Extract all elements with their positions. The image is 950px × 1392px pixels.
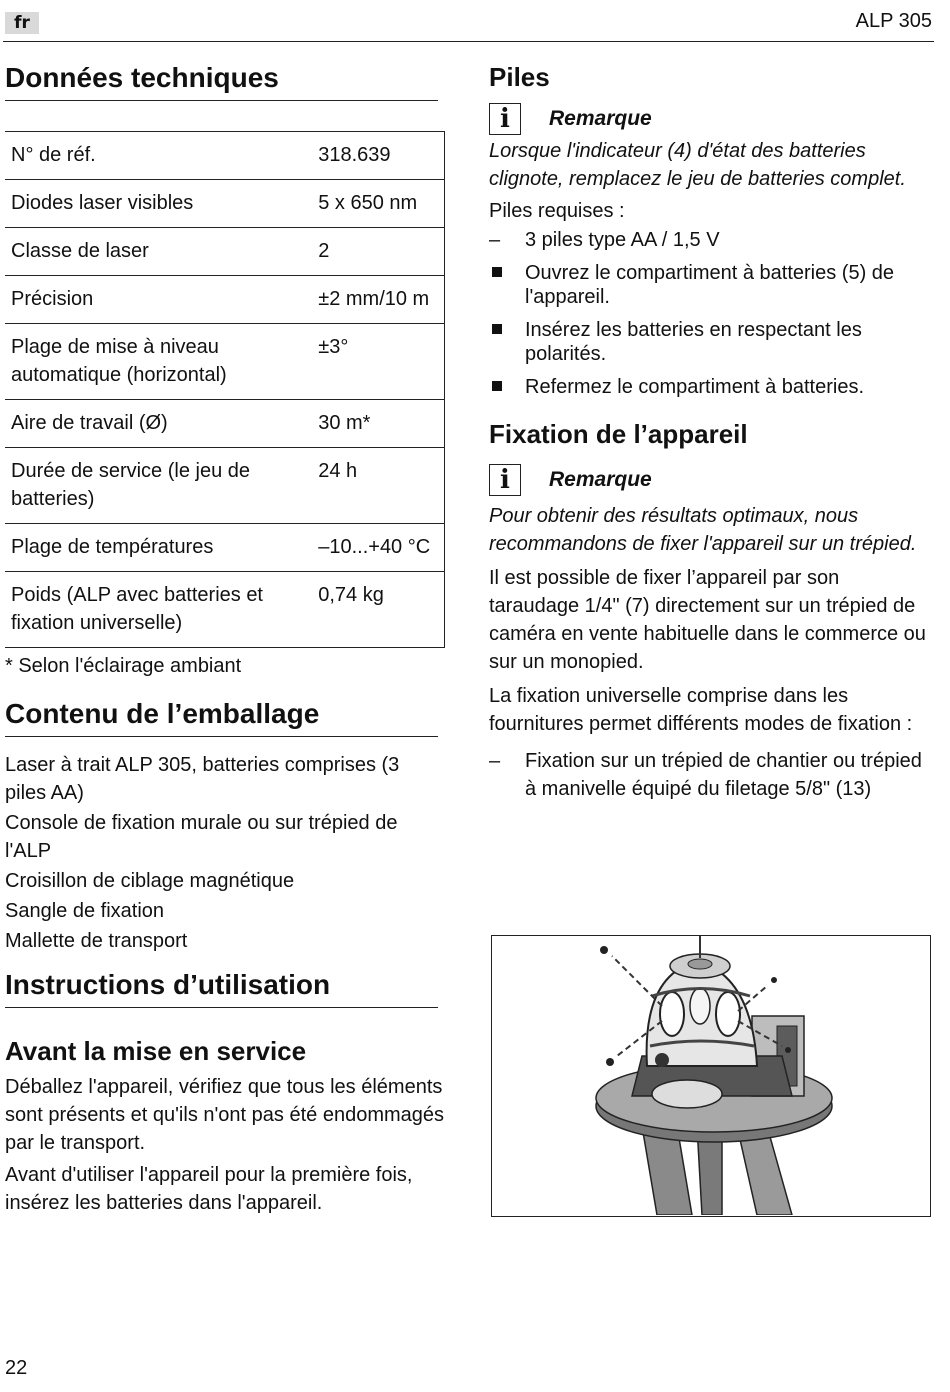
spec-value: 5 x 650 nm <box>310 180 444 228</box>
note-header <box>489 103 934 135</box>
before-use-heading: Avant la mise en service <box>5 1036 307 1066</box>
tripod-illustration <box>491 935 931 1217</box>
spec-key: Durée de service (le jeu de batteries) <box>5 448 310 524</box>
list-item: Mallette de transport <box>5 930 188 952</box>
note-header <box>489 464 934 496</box>
list-item: Croisillon de ciblage magnétique <box>5 870 295 892</box>
spec-key: Classe de laser <box>5 228 310 276</box>
spec-value: 318.639 <box>310 132 444 180</box>
table-row <box>5 524 445 572</box>
header-rule <box>3 41 934 42</box>
spec-key: Aire de travail (Ø) <box>5 400 310 448</box>
info-icon: i <box>489 464 521 496</box>
spec-key: Poids (ALP avec batteries et fixation universelle) <box>5 572 310 648</box>
note-label: Remarque <box>549 468 652 491</box>
table-row <box>5 572 445 648</box>
spec-value: 0,74 kg <box>310 572 444 648</box>
list-item: Laser à trait ALP 305, batteries comprises (3 piles AA) <box>5 754 400 804</box>
batteries-note: Lorsque l'indicateur (4) d'état des batteries clignote, remplacez le jeu de batteries complet. <box>489 140 906 190</box>
table-row <box>5 448 445 524</box>
spec-table <box>5 131 445 648</box>
list-item: Console de fixation murale ou sur trépied de l'ALP <box>5 812 398 862</box>
before-use-text-2: Avant d'utiliser l'appareil pour la première fois, insérez les batteries dans l'appareil. <box>5 1164 413 1214</box>
table-row <box>5 228 445 276</box>
batteries-required: Piles requises : <box>489 200 625 222</box>
spec-key: Plage de mise à niveau automatique (horizontal) <box>5 324 310 400</box>
fixing-note: Pour obtenir des résultats optimaux, nous recommandons de fixer l'appareil sur un trépied. <box>489 505 917 555</box>
info-icon: i <box>489 103 521 135</box>
list-item: – 3 piles type AA / 1,5 V <box>489 228 934 252</box>
table-row <box>5 324 445 400</box>
spec-value: 24 h <box>310 448 444 524</box>
instructions-heading: Instructions d’utilisation <box>5 965 438 1008</box>
table-row <box>5 132 445 180</box>
fixing-text-2: La fixation universelle comprise dans les fournitures permet différents modes de fixation : <box>489 685 913 735</box>
footnote: * Selon l'éclairage ambiant <box>5 655 242 677</box>
table-row <box>5 180 445 228</box>
language-badge: fr <box>5 12 39 34</box>
laser-on-tripod-icon <box>492 936 929 1215</box>
contents-list <box>5 751 445 955</box>
spec-key: Diodes laser visibles <box>5 180 310 228</box>
list-item: – Fixation sur un trépied de chantier ou trépied à manivelle équipé du filetage 5/8" (13) <box>489 747 934 803</box>
model-name: ALP 305 <box>855 10 932 32</box>
table-row <box>5 276 445 324</box>
fixing-heading: Fixation de l’appareil <box>489 419 748 449</box>
list-item: Refermez le compartiment à batteries. <box>489 375 934 399</box>
spec-key: Plage de températures <box>5 524 310 572</box>
spec-value: ±2 mm/10 m <box>310 276 444 324</box>
before-use-text-1: Déballez l'appareil, vérifiez que tous les éléments sont présents et qu'ils n'ont pas été endommagés par le transport. <box>5 1076 445 1154</box>
spec-value: 2 <box>310 228 444 276</box>
fixing-list <box>489 747 934 803</box>
spec-value: –10...+40 °C <box>310 524 444 572</box>
contents-heading: Contenu de l’emballage <box>5 694 438 737</box>
batteries-list <box>489 228 934 399</box>
list-item: Ouvrez le compartiment à batteries (5) de l'appareil. <box>489 261 934 309</box>
right-column <box>489 58 934 803</box>
left-column <box>5 58 445 1217</box>
spec-key: N° de réf. <box>5 132 310 180</box>
tech-data-heading: Données techniques <box>5 58 438 101</box>
page-number: 22 <box>5 1357 28 1379</box>
spec-value: 30 m* <box>310 400 444 448</box>
list-item: Sangle de fixation <box>5 900 165 922</box>
fixing-text-1: Il est possible de fixer l’appareil par son taraudage 1/4" (7) directement sur un trépied de caméra en vente habituelle dans le commerce ou sur un monopied. <box>489 567 926 673</box>
spec-key: Précision <box>5 276 310 324</box>
batteries-heading: Piles <box>489 62 550 92</box>
note-label: Remarque <box>549 107 652 130</box>
spec-value: ±3° <box>310 324 444 400</box>
table-row <box>5 400 445 448</box>
list-item: Insérez les batteries en respectant les polarités. <box>489 318 934 366</box>
